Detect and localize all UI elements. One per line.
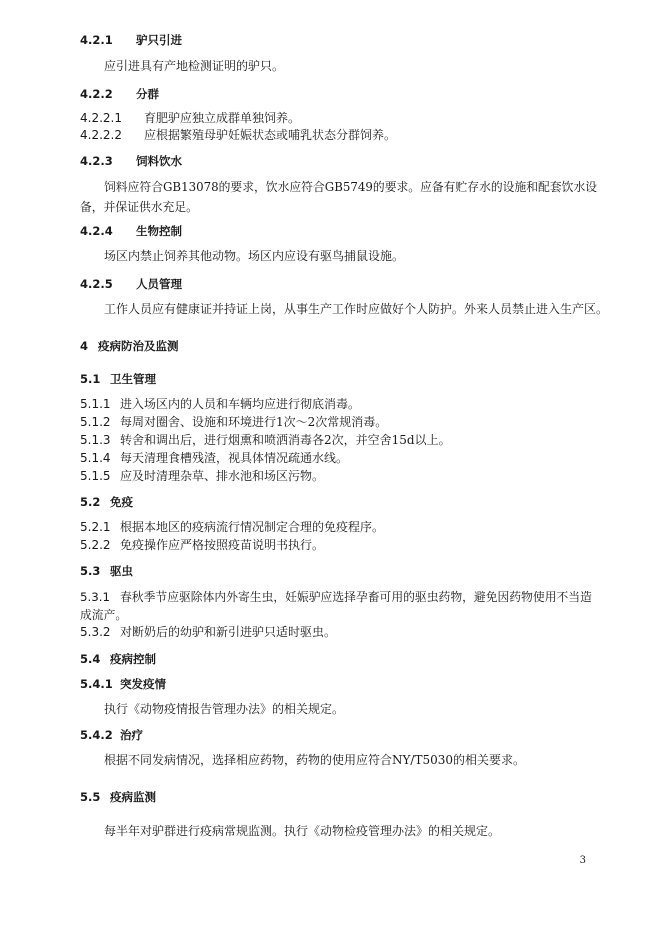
section-5-1-2: 5.1.2 每周对圈舍、设施和环境进行1次～2次常规消毒。 [80,415,388,429]
section-5-4-1-heading: 5.4.1 突发疫情 [80,677,166,691]
section-4-2-3-text: 饲料应符合GB13078的要求，饮水应符合GB5749的要求。应备有贮存水的设施和配套饮水设备，并保证供水充足。 [80,180,598,214]
section-5-4-2-heading: 5.4.2 治疗 [80,728,143,742]
section-4-2-1-heading: 4.2.1 驴只引进 [80,33,182,47]
section-5-3-heading: 5.3 驱虫 [80,564,133,578]
page-number: 3 [579,855,586,866]
section-5-4-heading: 5.4 疫病控制 [80,652,156,666]
section-4-2-2-heading: 4.2.2 分群 [80,87,159,101]
section-4-2-3-heading: 4.2.3 饲料饮水 [80,154,182,168]
section-5-1-3: 5.1.3 转舍和调出后，进行烟熏和喷洒消毒各2次，并空舍15d以上。 [80,433,451,447]
section-5-2-heading: 5.2 免疫 [80,495,133,509]
section-4-heading: 4 疫病防治及监测 [80,339,179,353]
section-5-1-heading: 5.1 卫生管理 [80,372,156,386]
section-4-2-5-text: 工作人员应有健康证并持证上岗，从事生产工作时应做好个人防护。外来人员禁止进入生产区。 [104,302,609,316]
section-4-2-2-1: 4.2.2.1 育肥驴应独立成群单独饲养。 [80,111,301,125]
section-5-2-1: 5.2.1 根据本地区的疫病流行情况制定合理的免疫程序。 [80,520,385,534]
section-5-5-text: 每半年对驴群进行疫病常规监测。执行《动物检疫管理办法》的相关规定。 [104,824,501,838]
section-4-2-2-2: 4.2.2.2 应根据繁殖母驴妊娠状态或哺乳状态分群饲养。 [80,128,397,142]
section-5-1-5: 5.1.5 应及时清理杂草、排水池和场区污物。 [80,469,325,483]
section-5-1-1: 5.1.1 进入场区内的人员和车辆均应进行彻底消毒。 [80,397,361,411]
section-4-2-5-heading: 4.2.5 人员管理 [80,277,182,291]
section-5-4-1-text: 执行《动物疫情报告管理办法》的相关规定。 [104,702,345,716]
section-4-2-1-text: 应引进具有产地检测证明的驴只。 [104,59,285,73]
section-5-5-heading: 5.5 疫病监测 [80,790,156,804]
section-5-3-1: 5.3.1 春秋季节应驱除体内外寄生虫，妊娠驴应选择孕畜可用的驱虫药物，避免因药物使用不当造成流产。 [80,590,592,622]
section-5-1-4: 5.1.4 每天清理食槽残渣，视具体情况疏通水线。 [80,451,349,465]
section-4-2-4-heading: 4.2.4 生物控制 [80,224,182,238]
section-5-4-2-text: 根据不同发病情况，选择相应药物，药物的使用应符合NY/T5030的相关要求。 [104,753,526,767]
section-4-2-4-text: 场区内禁止饲养其他动物。场区内应设有驱鸟捕鼠设施。 [104,249,405,263]
section-5-3-2: 5.3.2 对断奶后的幼驴和新引进驴只适时驱虫。 [80,625,337,639]
section-5-2-2: 5.2.2 免疫操作应严格按照疫苗说明书执行。 [80,538,325,552]
